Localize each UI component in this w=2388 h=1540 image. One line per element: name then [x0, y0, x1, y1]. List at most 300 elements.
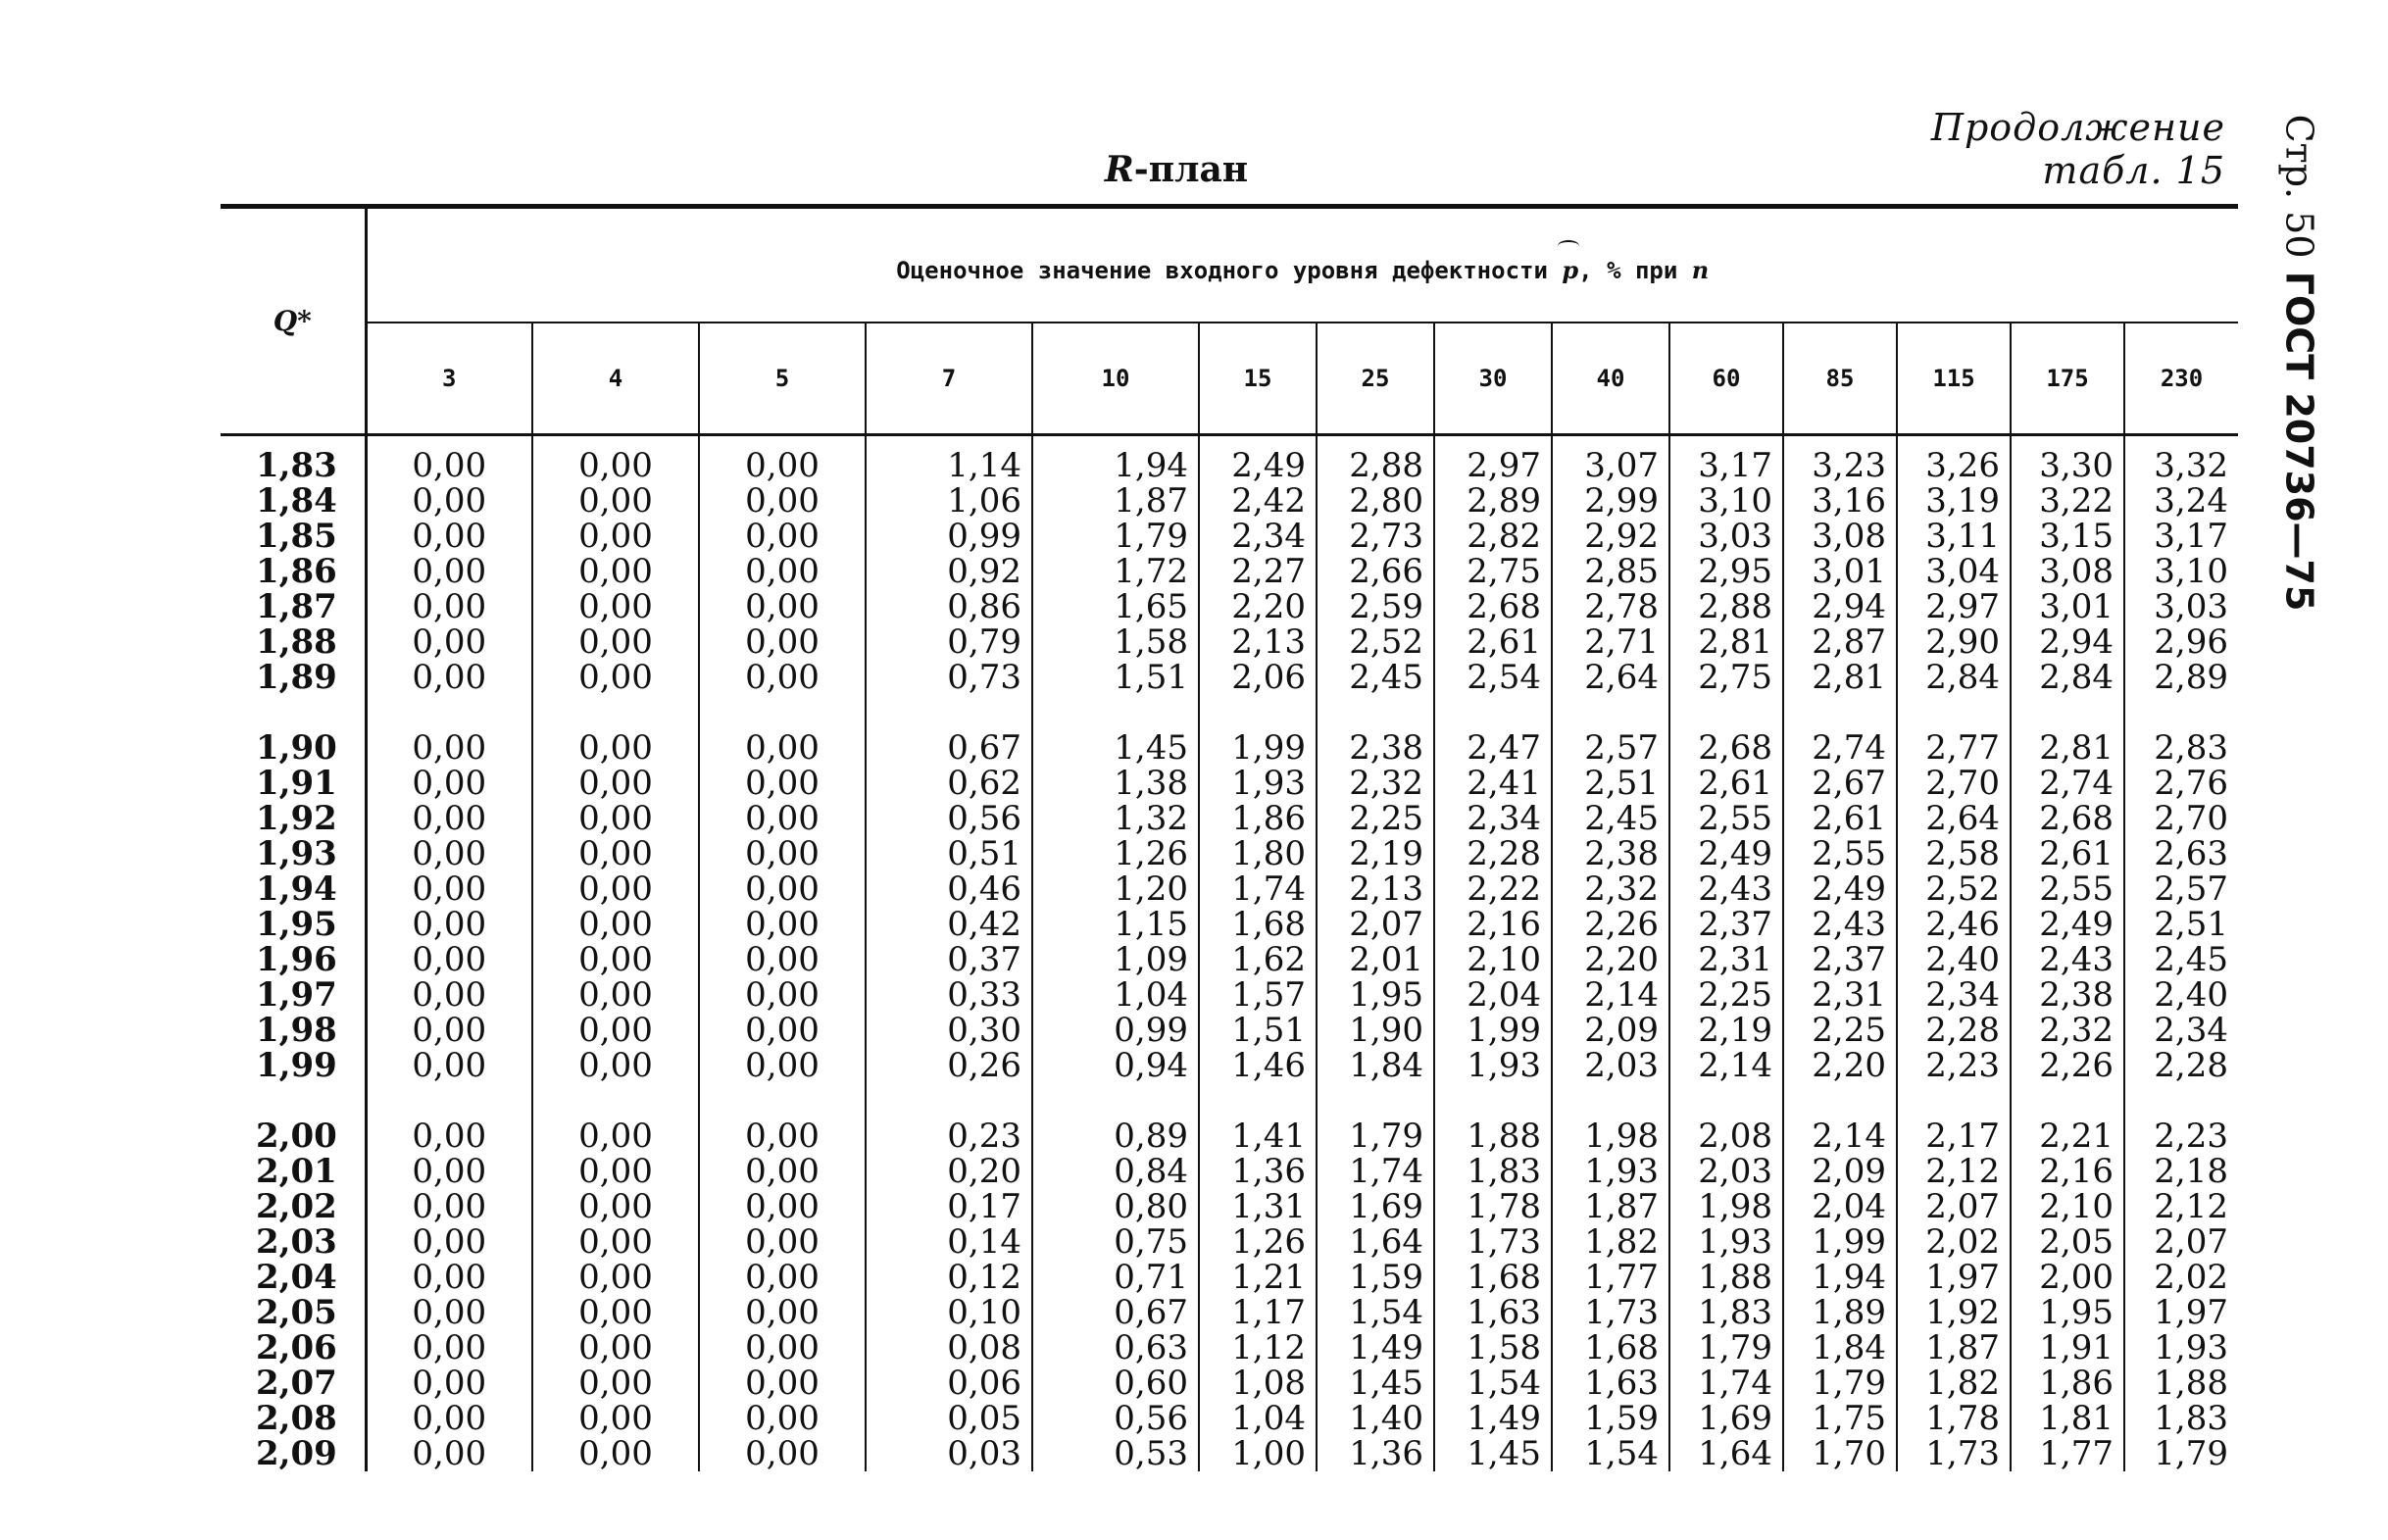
table-row — [221, 435, 2238, 484]
q-star-value: 1,95 — [221, 907, 366, 942]
table-row — [221, 1260, 2238, 1295]
defect-value-n-7: 0,33 — [866, 977, 1032, 1013]
defect-value-n-4: 0,00 — [532, 1401, 699, 1436]
defect-value-n-25: 2,07 — [1317, 907, 1434, 942]
defect-value-n-30: 1,45 — [1434, 1436, 1552, 1471]
defect-value-n-60: 1,98 — [1669, 1189, 1783, 1224]
defect-value-n-175: 1,95 — [2011, 1295, 2124, 1330]
defect-value-n-3: 0,00 — [366, 801, 532, 836]
n-header-40: 40 — [1552, 323, 1669, 435]
defect-value-n-175: 2,81 — [2011, 730, 2124, 766]
defect-value-n-85: 2,09 — [1783, 1154, 1897, 1189]
defect-value-n-115: 2,64 — [1897, 801, 2011, 836]
defect-value-n-4: 0,00 — [532, 435, 699, 484]
n-header-115: 115 — [1897, 323, 2011, 435]
defect-value-n-5: 0,00 — [699, 1295, 866, 1330]
defect-value-n-85: 1,79 — [1783, 1366, 1897, 1401]
defect-value-n-40: 1,93 — [1552, 1154, 1669, 1189]
spacer-cell — [699, 695, 866, 730]
defect-value-n-10: 0,53 — [1032, 1436, 1199, 1471]
defect-value-n-3: 0,00 — [366, 766, 532, 801]
defect-value-n-3: 0,00 — [366, 1118, 532, 1154]
defect-value-n-5: 0,00 — [699, 766, 866, 801]
side-page-header — [2255, 108, 2343, 618]
spacer-cell — [1434, 695, 1552, 730]
defect-value-n-40: 1,63 — [1552, 1366, 1669, 1401]
defect-value-n-4: 0,00 — [532, 589, 699, 624]
defect-value-n-30: 1,73 — [1434, 1224, 1552, 1260]
defect-value-n-25: 1,49 — [1317, 1330, 1434, 1366]
defect-value-n-15: 1,51 — [1199, 1013, 1317, 1048]
defect-value-n-30: 1,68 — [1434, 1260, 1552, 1295]
defect-value-n-40: 2,20 — [1552, 942, 1669, 977]
defect-value-n-30: 2,47 — [1434, 730, 1552, 766]
defect-value-n-25: 1,74 — [1317, 1154, 1434, 1189]
n-header-175: 175 — [2011, 323, 2124, 435]
defect-value-n-115: 2,97 — [1897, 589, 2011, 624]
defect-value-n-3: 0,00 — [366, 1048, 532, 1083]
defect-value-n-40: 2,85 — [1552, 554, 1669, 589]
defect-value-n-85: 3,01 — [1783, 554, 1897, 589]
defect-value-n-25: 2,32 — [1317, 766, 1434, 801]
defect-value-n-60: 2,75 — [1669, 660, 1783, 695]
defect-value-n-10: 1,58 — [1032, 624, 1199, 660]
q-star-value: 1,85 — [221, 519, 366, 554]
defect-value-n-25: 2,88 — [1317, 435, 1434, 484]
defect-value-n-30: 1,54 — [1434, 1366, 1552, 1401]
defect-value-n-7: 0,05 — [866, 1401, 1032, 1436]
defect-value-n-30: 2,97 — [1434, 435, 1552, 484]
plan-title-rest: -план — [1133, 149, 1249, 190]
spacer-cell — [1317, 695, 1434, 730]
defect-value-n-10: 1,20 — [1032, 871, 1199, 907]
defect-value-n-230: 2,63 — [2154, 834, 2228, 873]
defect-value-n-25: 1,59 — [1317, 1260, 1434, 1295]
defect-value-n-15: 2,13 — [1199, 624, 1317, 660]
defect-value-n-3: 0,00 — [366, 977, 532, 1013]
defect-value-n-85: 1,89 — [1783, 1295, 1897, 1330]
defect-value-n-25: 2,80 — [1317, 483, 1434, 519]
defect-value-n-115: 2,46 — [1897, 907, 2011, 942]
defect-value-n-7: 0,73 — [866, 660, 1032, 695]
defect-value-n-30: 1,49 — [1434, 1401, 1552, 1436]
defect-value-n-10: 1,94 — [1032, 435, 1199, 484]
defect-value-n-10: 1,65 — [1032, 589, 1199, 624]
defect-value-n-7: 0,56 — [866, 801, 1032, 836]
defect-value-n-4: 0,00 — [532, 977, 699, 1013]
defect-value-n-15: 1,46 — [1199, 1048, 1317, 1083]
defect-value-n-175: 2,55 — [2011, 871, 2124, 907]
defect-value-n-175: 2,32 — [2011, 1013, 2124, 1048]
defect-value-n-7: 0,92 — [866, 554, 1032, 589]
table-row — [221, 1436, 2238, 1471]
defect-value-n-30: 2,61 — [1434, 624, 1552, 660]
defect-value-n-115: 3,04 — [1897, 554, 2011, 589]
defect-value-n-15: 1,93 — [1199, 766, 1317, 801]
defect-value-n-5: 0,00 — [699, 519, 866, 554]
defect-value-n-4: 0,00 — [532, 1295, 699, 1330]
defect-value-n-10: 0,67 — [1032, 1295, 1199, 1330]
defect-value-n-175: 2,74 — [2011, 766, 2124, 801]
defect-value-n-10: 0,71 — [1032, 1260, 1199, 1295]
defect-value-n-230: 1,97 — [2154, 1293, 2228, 1332]
table-row — [221, 483, 2238, 519]
defect-value-n-115: 2,23 — [1897, 1048, 2011, 1083]
defect-value-n-3: 0,00 — [366, 871, 532, 907]
defect-value-n-7: 0,10 — [866, 1295, 1032, 1330]
defect-value-n-85: 2,61 — [1783, 801, 1897, 836]
defect-value-n-10: 1,38 — [1032, 766, 1199, 801]
defect-value-n-60: 2,68 — [1669, 730, 1783, 766]
defect-value-n-15: 1,21 — [1199, 1260, 1317, 1295]
spacer-cell — [1552, 695, 1669, 730]
defect-value-n-10: 1,72 — [1032, 554, 1199, 589]
defect-value-n-4: 0,00 — [532, 907, 699, 942]
q-star-value: 2,07 — [221, 1366, 366, 1401]
q-star-value: 2,08 — [221, 1401, 366, 1436]
defect-value-n-4: 0,00 — [532, 660, 699, 695]
table-row — [221, 871, 2238, 907]
defect-value-n-15: 1,86 — [1199, 801, 1317, 836]
q-star-value: 1,88 — [221, 624, 366, 660]
defect-value-n-30: 1,78 — [1434, 1189, 1552, 1224]
defect-value-n-175: 3,22 — [2011, 483, 2124, 519]
defect-value-n-175: 2,10 — [2011, 1189, 2124, 1224]
defect-value-n-60: 3,10 — [1669, 483, 1783, 519]
q-star-value: 1,87 — [221, 589, 366, 624]
defect-value-n-85: 2,81 — [1783, 660, 1897, 695]
defect-value-n-85: 1,84 — [1783, 1330, 1897, 1366]
defect-value-n-175: 2,26 — [2011, 1048, 2124, 1083]
defect-value-n-175: 3,15 — [2011, 519, 2124, 554]
defect-value-n-25: 2,19 — [1317, 836, 1434, 871]
defect-value-n-115: 2,12 — [1897, 1154, 2011, 1189]
plan-title — [980, 149, 1372, 190]
defect-value-n-115: 1,73 — [1897, 1436, 2011, 1471]
defect-value-n-60: 2,19 — [1669, 1013, 1783, 1048]
defect-value-n-175: 2,38 — [2011, 977, 2124, 1013]
defect-value-n-85: 2,67 — [1783, 766, 1897, 801]
defect-value-n-3: 0,00 — [366, 1224, 532, 1260]
defect-value-n-3: 0,00 — [366, 1189, 532, 1224]
defect-value-n-5: 0,00 — [699, 836, 866, 871]
defect-value-n-85: 1,70 — [1783, 1436, 1897, 1471]
defect-value-n-4: 0,00 — [532, 730, 699, 766]
defect-value-n-10: 0,84 — [1032, 1154, 1199, 1189]
defect-value-n-40: 2,26 — [1552, 907, 1669, 942]
defect-value-n-15: 1,41 — [1199, 1118, 1317, 1154]
spacer-cell — [1317, 1083, 1434, 1118]
defect-value-n-60: 2,14 — [1669, 1048, 1783, 1083]
defect-value-n-115: 2,77 — [1897, 730, 2011, 766]
defect-value-n-3: 0,00 — [366, 836, 532, 871]
defect-value-n-15: 1,17 — [1199, 1295, 1317, 1330]
spacer-cell — [866, 1083, 1032, 1118]
defect-value-n-15: 1,36 — [1199, 1154, 1317, 1189]
defect-value-n-7: 0,26 — [866, 1048, 1032, 1083]
defect-value-n-10: 1,26 — [1032, 836, 1199, 871]
q-star-value: 1,83 — [221, 435, 366, 484]
defect-value-n-25: 1,64 — [1317, 1224, 1434, 1260]
defect-value-n-4: 0,00 — [532, 942, 699, 977]
defect-value-n-230: 2,45 — [2154, 940, 2228, 979]
defect-value-n-40: 2,92 — [1552, 519, 1669, 554]
defect-value-n-25: 1,84 — [1317, 1048, 1434, 1083]
defect-value-n-60: 1,64 — [1669, 1436, 1783, 1471]
defect-value-n-15: 1,31 — [1199, 1189, 1317, 1224]
defect-value-n-85: 2,87 — [1783, 624, 1897, 660]
defect-value-n-5: 0,00 — [699, 1013, 866, 1048]
defect-value-n-5: 0,00 — [699, 942, 866, 977]
defect-value-n-60: 1,93 — [1669, 1224, 1783, 1260]
defect-value-n-175: 2,49 — [2011, 907, 2124, 942]
defect-value-n-175: 3,30 — [2011, 435, 2124, 484]
defect-value-n-25: 2,52 — [1317, 624, 1434, 660]
defect-value-n-25: 1,36 — [1317, 1436, 1434, 1471]
defect-value-n-4: 0,00 — [532, 836, 699, 871]
defect-value-n-7: 0,51 — [866, 836, 1032, 871]
defect-value-n-40: 2,51 — [1552, 766, 1669, 801]
spacer-cell — [2011, 1083, 2124, 1118]
table-row — [221, 1048, 2238, 1083]
defect-value-n-5: 0,00 — [699, 435, 866, 484]
n-header-4: 4 — [532, 323, 699, 435]
defect-value-n-40: 2,38 — [1552, 836, 1669, 871]
q-star-value: 1,84 — [221, 483, 366, 519]
defect-value-n-15: 1,08 — [1199, 1366, 1317, 1401]
table-row — [221, 1224, 2238, 1260]
spacer-cell — [1199, 1083, 1317, 1118]
defect-value-n-10: 0,89 — [1032, 1118, 1199, 1154]
defect-value-n-5: 0,00 — [699, 977, 866, 1013]
defect-value-n-60: 2,81 — [1669, 624, 1783, 660]
defect-value-n-5: 0,00 — [699, 660, 866, 695]
defect-value-n-5: 0,00 — [699, 1260, 866, 1295]
defect-value-n-115: 1,87 — [1897, 1330, 2011, 1366]
defect-value-n-3: 0,00 — [366, 624, 532, 660]
q-star-value: 1,96 — [221, 942, 366, 977]
n-header-60: 60 — [1669, 323, 1783, 435]
spacer-cell — [1783, 1083, 1897, 1118]
defect-value-n-230: 3,17 — [2154, 517, 2228, 556]
defect-value-n-115: 2,90 — [1897, 624, 2011, 660]
defect-value-n-10: 0,60 — [1032, 1366, 1199, 1401]
defect-value-n-115: 2,02 — [1897, 1224, 2011, 1260]
defect-value-n-175: 2,94 — [2011, 624, 2124, 660]
defect-value-n-85: 2,14 — [1783, 1118, 1897, 1154]
defect-value-n-25: 1,45 — [1317, 1366, 1434, 1401]
table-row — [221, 519, 2238, 554]
spacer-cell — [1783, 695, 1897, 730]
defect-value-n-40: 1,87 — [1552, 1189, 1669, 1224]
defect-value-n-7: 1,14 — [866, 435, 1032, 484]
defect-value-n-115: 2,07 — [1897, 1189, 2011, 1224]
q-star-value: 2,05 — [221, 1295, 366, 1330]
defect-level-header-prefix: Оценочное значение входного уровня дефектности — [896, 256, 1563, 284]
defect-value-n-230: 1,79 — [2154, 1434, 2228, 1473]
defect-value-n-60: 2,49 — [1669, 836, 1783, 871]
defect-level-header — [366, 209, 2238, 323]
defect-value-n-5: 0,00 — [699, 554, 866, 589]
defect-value-n-3: 0,00 — [366, 1013, 532, 1048]
defect-value-n-4: 0,00 — [532, 483, 699, 519]
defect-value-n-4: 0,00 — [532, 801, 699, 836]
defect-value-n-60: 3,03 — [1669, 519, 1783, 554]
defect-value-n-230: 3,32 — [2154, 446, 2228, 485]
group-spacer — [221, 1083, 2238, 1118]
defect-value-n-30: 1,88 — [1434, 1118, 1552, 1154]
side-page-header-text — [2277, 115, 2320, 612]
n-header-3: 3 — [366, 323, 532, 435]
defect-value-n-30: 1,58 — [1434, 1330, 1552, 1366]
q-star-value: 2,01 — [221, 1154, 366, 1189]
spacer-cell — [532, 1083, 699, 1118]
table-row — [221, 624, 2238, 660]
defect-value-n-60: 1,74 — [1669, 1366, 1783, 1401]
defect-value-n-5: 0,00 — [699, 1401, 866, 1436]
defect-value-n-7: 0,23 — [866, 1118, 1032, 1154]
defect-value-n-4: 0,00 — [532, 1260, 699, 1295]
defect-value-n-25: 2,45 — [1317, 660, 1434, 695]
spacer-cell — [2011, 695, 2124, 730]
defect-value-n-230: 2,02 — [2154, 1258, 2228, 1297]
defect-value-n-7: 0,67 — [866, 730, 1032, 766]
q-star-value: 1,86 — [221, 554, 366, 589]
defect-value-n-30: 1,83 — [1434, 1154, 1552, 1189]
defect-value-n-230: 2,89 — [2154, 658, 2228, 697]
defect-value-n-175: 2,05 — [2011, 1224, 2124, 1260]
defect-value-n-25: 2,38 — [1317, 730, 1434, 766]
defect-value-n-10: 0,56 — [1032, 1401, 1199, 1436]
q-star-value: 1,99 — [221, 1048, 366, 1083]
defect-value-n-60: 2,37 — [1669, 907, 1783, 942]
defect-value-n-230: 2,83 — [2154, 728, 2228, 768]
data-table — [221, 204, 2238, 1471]
defect-value-n-15: 1,12 — [1199, 1330, 1317, 1366]
defect-value-n-30: 2,41 — [1434, 766, 1552, 801]
defect-value-n-230: 1,93 — [2154, 1328, 2228, 1367]
defect-value-n-15: 2,34 — [1199, 519, 1317, 554]
table-row — [221, 1013, 2238, 1048]
defect-value-n-230: 1,83 — [2154, 1399, 2228, 1438]
defect-value-n-3: 0,00 — [366, 1260, 532, 1295]
n-symbol: n — [1691, 255, 1710, 284]
table-row — [221, 1189, 2238, 1224]
defect-value-n-85: 2,74 — [1783, 730, 1897, 766]
defect-value-n-115: 3,11 — [1897, 519, 2011, 554]
defect-value-n-30: 2,10 — [1434, 942, 1552, 977]
defect-value-n-7: 0,06 — [866, 1366, 1032, 1401]
defect-value-n-15: 1,68 — [1199, 907, 1317, 942]
table-row — [221, 801, 2238, 836]
defect-value-n-3: 0,00 — [366, 1330, 532, 1366]
defect-value-n-25: 1,40 — [1317, 1401, 1434, 1436]
defect-value-n-175: 3,01 — [2011, 589, 2124, 624]
spacer-cell — [366, 695, 532, 730]
defect-value-n-15: 1,57 — [1199, 977, 1317, 1013]
defect-value-n-10: 0,63 — [1032, 1330, 1199, 1366]
defect-value-n-25: 1,79 — [1317, 1118, 1434, 1154]
defect-value-n-5: 0,00 — [699, 907, 866, 942]
defect-value-n-3: 0,00 — [366, 1366, 532, 1401]
defect-value-n-4: 0,00 — [532, 871, 699, 907]
defect-value-n-3: 0,00 — [366, 907, 532, 942]
defect-value-n-5: 0,00 — [699, 1224, 866, 1260]
defect-value-n-40: 2,32 — [1552, 871, 1669, 907]
q-star-value: 1,97 — [221, 977, 366, 1013]
defect-value-n-5: 0,00 — [699, 801, 866, 836]
defect-value-n-4: 0,00 — [532, 1224, 699, 1260]
defect-value-n-25: 2,66 — [1317, 554, 1434, 589]
defect-value-n-25: 2,25 — [1317, 801, 1434, 836]
defect-value-n-30: 2,54 — [1434, 660, 1552, 695]
defect-value-n-40: 2,71 — [1552, 624, 1669, 660]
defect-value-n-85: 2,43 — [1783, 907, 1897, 942]
defect-value-n-15: 1,04 — [1199, 1401, 1317, 1436]
spacer-cell — [1669, 1083, 1783, 1118]
defect-value-n-25: 1,90 — [1317, 1013, 1434, 1048]
spacer-cell — [1434, 1083, 1552, 1118]
defect-value-n-25: 2,59 — [1317, 589, 1434, 624]
defect-value-n-5: 0,00 — [699, 624, 866, 660]
defect-value-n-5: 0,00 — [699, 1118, 866, 1154]
defect-value-n-7: 0,99 — [866, 519, 1032, 554]
defect-value-n-85: 2,25 — [1783, 1013, 1897, 1048]
defect-value-n-230: 2,57 — [2154, 869, 2228, 909]
defect-value-n-60: 1,83 — [1669, 1295, 1783, 1330]
defect-value-n-115: 2,40 — [1897, 942, 2011, 977]
defect-value-n-230: 2,40 — [2154, 975, 2228, 1015]
table-row — [221, 977, 2238, 1013]
spacer-cell — [1199, 695, 1317, 730]
q-star-value: 2,09 — [221, 1436, 366, 1471]
defect-value-n-4: 0,00 — [532, 1013, 699, 1048]
defect-value-n-175: 2,68 — [2011, 801, 2124, 836]
q-star-header: Q* — [221, 209, 366, 435]
defect-value-n-5: 0,00 — [699, 1330, 866, 1366]
defect-value-n-30: 2,22 — [1434, 871, 1552, 907]
defect-value-n-60: 3,17 — [1669, 435, 1783, 484]
defect-value-n-40: 2,57 — [1552, 730, 1669, 766]
table-row — [221, 1401, 2238, 1436]
q-star-value: 2,00 — [221, 1118, 366, 1154]
defect-value-n-3: 0,00 — [366, 519, 532, 554]
defect-value-n-3: 0,00 — [366, 1295, 532, 1330]
spacer-cell — [1552, 1083, 1669, 1118]
defect-value-n-40: 2,09 — [1552, 1013, 1669, 1048]
defect-value-n-4: 0,00 — [532, 1118, 699, 1154]
defect-value-n-175: 1,81 — [2011, 1401, 2124, 1436]
defect-value-n-7: 0,46 — [866, 871, 1032, 907]
spacer-cell — [866, 695, 1032, 730]
defect-value-n-3: 0,00 — [366, 1436, 532, 1471]
defect-value-n-25: 2,01 — [1317, 942, 1434, 977]
q-star-value: 1,94 — [221, 871, 366, 907]
spacer-cell — [2124, 1083, 2238, 1118]
defect-value-n-15: 2,27 — [1199, 554, 1317, 589]
defect-value-n-7: 1,06 — [866, 483, 1032, 519]
defect-value-n-3: 0,00 — [366, 1401, 532, 1436]
q-star-value: 2,03 — [221, 1224, 366, 1260]
defect-value-n-10: 1,32 — [1032, 801, 1199, 836]
table-row — [221, 660, 2238, 695]
defect-value-n-85: 1,99 — [1783, 1224, 1897, 1260]
n-header-5: 5 — [699, 323, 866, 435]
table-row — [221, 836, 2238, 871]
standard-number: ГОСТ 20736—75 — [2277, 271, 2320, 612]
defect-value-n-115: 2,84 — [1897, 660, 2011, 695]
defect-value-n-7: 0,20 — [866, 1154, 1032, 1189]
